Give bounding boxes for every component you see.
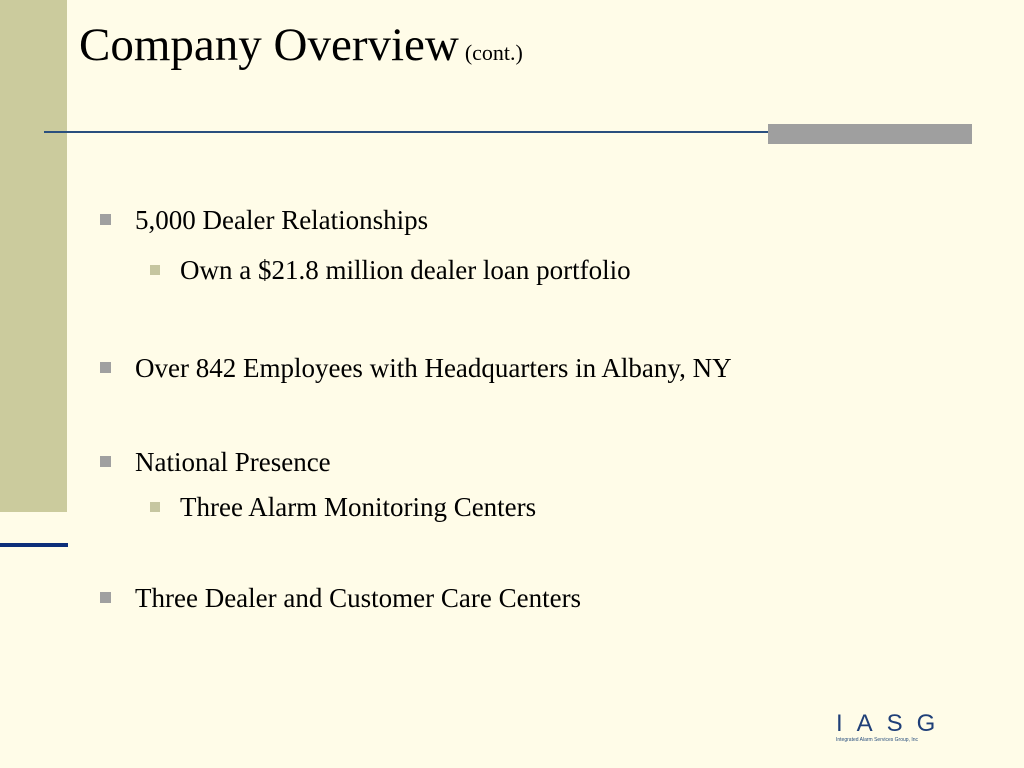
sub-bullet-square-icon — [150, 502, 160, 512]
bullet-square-icon — [100, 592, 111, 603]
bullet-item — [100, 447, 331, 478]
bullet-square-icon — [100, 456, 111, 467]
logo-subtitle: Integrated Alarm Services Group, Inc — [836, 737, 918, 743]
bullet-text: 5,000 Dealer Relationships — [135, 205, 429, 235]
logo-mark: IASG — [836, 710, 950, 737]
bullet-square-icon — [100, 214, 111, 225]
bullet-item — [100, 583, 581, 614]
sub-bullet-text: Three Alarm Monitoring Centers — [180, 492, 537, 522]
slide-title-text: Company Overview — [79, 19, 459, 71]
bullet-square-icon — [100, 362, 111, 373]
company-logo — [836, 712, 960, 742]
bullet-text: Over 842 Employees with Headquarters in Albany, NY — [135, 353, 732, 383]
sub-bullet-item — [150, 492, 536, 523]
sub-bullet-text: Own a $21.8 million dealer loan portfolio — [180, 255, 631, 285]
sub-bullet-item — [150, 255, 631, 286]
bullet-text: National Presence — [135, 447, 331, 477]
sub-bullet-square-icon — [150, 265, 160, 275]
slide-title-suffix: (cont.) — [464, 40, 523, 65]
bullet-item — [100, 353, 732, 384]
bullet-text: Three Dealer and Customer Care Centers — [135, 583, 582, 613]
bullet-item — [100, 205, 428, 236]
